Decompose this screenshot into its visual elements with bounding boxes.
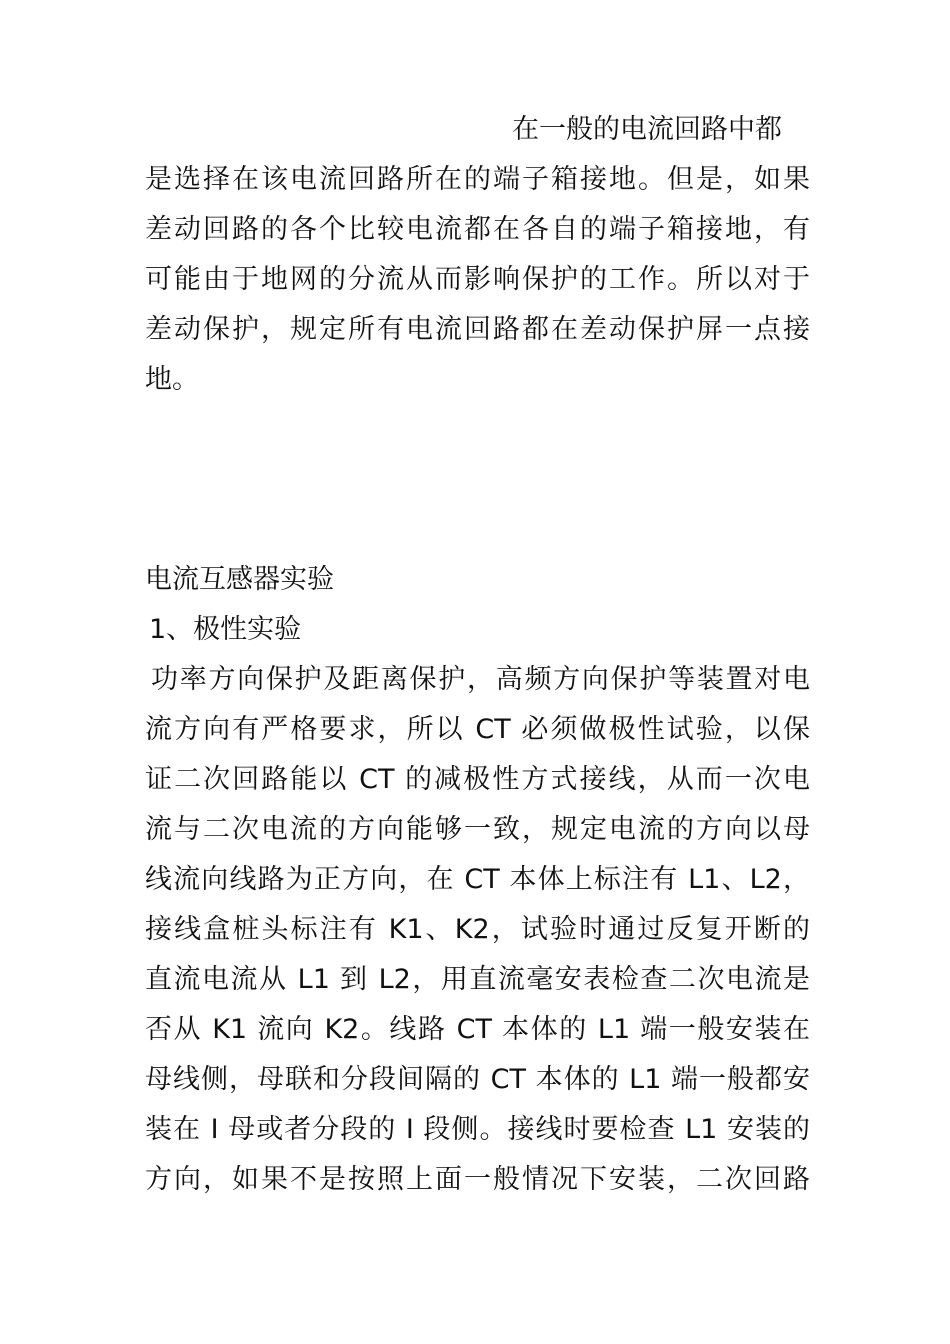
paragraph-line: 母线侧，母联和分段间隔的 CT 本体的 L1 端一般都安: [145, 1064, 810, 1095]
paragraph-line: 地。: [145, 364, 199, 395]
section-title: 电流互感器实验: [145, 564, 334, 595]
paragraph-polarity-test: [145, 655, 810, 1205]
paragraph-line: 证二次回路能以 CT 的减极性方式接线，从而一次电: [145, 764, 810, 795]
paragraph-line: 是选择在该电流回路所在的端子箱接地。但是，如果: [145, 164, 810, 195]
section-heading-block: [145, 555, 810, 655]
paragraph-line: 可能由于地网的分流从而影响保护的工作。所以对于: [145, 264, 810, 295]
paragraph-line: 接线盒桩头标注有 K1、K2，试验时通过反复开断的: [145, 914, 810, 945]
paragraph-line: 装在 I 母或者分段的 I 段侧。接线时要检查 L1 安装的: [145, 1114, 810, 1145]
paragraph-line: 流方向有严格要求，所以 CT 必须做极性试验，以保: [145, 714, 810, 745]
subsection-title: 1、极性实验: [149, 614, 302, 645]
paragraph-line: 线流向线路为正方向，在 CT 本体上标注有 L1、L2，: [145, 864, 810, 895]
paragraph-line: 差动回路的各个比较电流都在各自的端子箱接地，有: [145, 214, 810, 245]
paragraph-grounding: [145, 105, 810, 405]
paragraph-line: 差动保护，规定所有电流回路都在差动保护屏一点接: [145, 314, 810, 345]
paragraph-line: 在一般的电流回路中都: [512, 114, 782, 145]
paragraph-line: 否从 K1 流向 K2。线路 CT 本体的 L1 端一般安装在: [145, 1014, 810, 1045]
paragraph-line: 功率方向保护及距离保护，高频方向保护等装置对电: [151, 664, 810, 695]
paragraph-line: 流与二次电流的方向能够一致，规定电流的方向以母: [145, 814, 810, 845]
paragraph-line: 直流电流从 L1 到 L2，用直流毫安表检查二次电流是: [145, 964, 810, 995]
paragraph-line: 方向，如果不是按照上面一般情况下安装，二次回路: [145, 1164, 810, 1195]
